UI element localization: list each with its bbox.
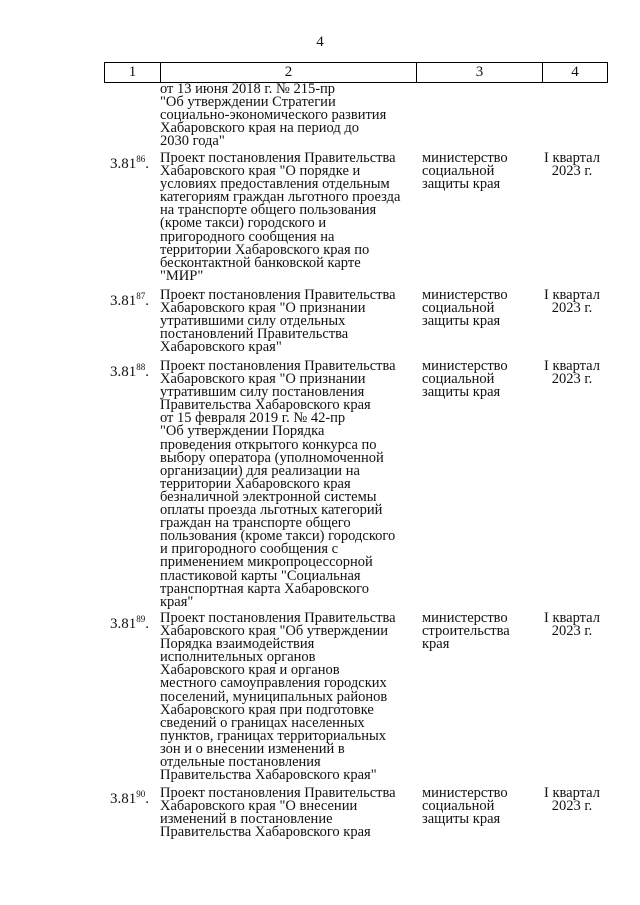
row-responsible (422, 787, 508, 826)
text-line: социальной (422, 798, 495, 815)
text-line: социальной (422, 163, 495, 180)
text-line: Хабаровского края "О внесении (160, 798, 358, 815)
text-line: применением микропроцессорной (160, 554, 373, 571)
row-description (160, 612, 396, 782)
text-line: министерство (422, 610, 508, 626)
text-line: от 15 февраля 2019 г. № 42-пр (160, 410, 346, 427)
text-line: I квартал (544, 610, 600, 626)
text-line: министерство (422, 287, 508, 303)
row-description (160, 152, 400, 283)
text-line: "Об утверждении Стратегии (160, 94, 336, 111)
text-line: сведений о границах населенных (160, 714, 365, 731)
row-description (160, 787, 396, 839)
row-term (532, 612, 612, 638)
row-responsible (422, 360, 508, 399)
text-line: защиты края (422, 313, 501, 330)
text-line: Хабаровского края "Об утверждении (160, 623, 388, 640)
text-line: пластиковой карты "Социальная (160, 567, 361, 584)
text-line: безналичной электронной системы (160, 488, 377, 505)
text-line: 2023 г. (551, 300, 593, 317)
text-line: "МИР" (160, 267, 204, 284)
text-line: Правительства Хабаровского края" (160, 767, 377, 784)
text-line: Правительства Хабаровского края (160, 397, 371, 414)
row-responsible (422, 612, 510, 651)
text-line: бесконтактной банковской карте (160, 254, 361, 271)
text-line: министерство (422, 358, 508, 374)
text-line: строительства (422, 623, 510, 640)
text-line: 2023 г. (551, 371, 593, 388)
text-line: Хабаровского края "О порядке и (160, 163, 361, 180)
header-col-4: 4 (571, 64, 579, 80)
text-line: изменений в постановление (160, 811, 333, 828)
text-line: Хабаровского края на период до (160, 120, 359, 137)
text-line: Проект постановления Правительства (160, 610, 396, 626)
header-col-3: 3 (417, 63, 543, 82)
row-term (532, 152, 612, 178)
text-line: I квартал (544, 287, 600, 303)
text-line: местного самоуправления городских (160, 675, 387, 692)
row-term (532, 289, 612, 315)
text-line: утратившим силу постановления (160, 384, 365, 401)
text-line: Проект постановления Правительства (160, 287, 396, 303)
text-line: I квартал (544, 358, 600, 374)
row-description (160, 289, 396, 354)
text-line: организации) для реализации на (160, 462, 360, 479)
text-line: защиты края (422, 811, 501, 828)
text-line: края" (160, 593, 194, 610)
continuation-text (160, 83, 386, 148)
text-line: Проект постановления Правительства (160, 358, 396, 374)
row-number: 3.81$^{88}$. (110, 362, 149, 380)
row-number: 3.81$^{90}$. (110, 789, 149, 807)
header-col-2: 2 (161, 63, 417, 82)
text-line: исполнительных органов (160, 649, 316, 666)
text-line: Хабаровского края при подготовке (160, 701, 374, 718)
text-line: выбору оператора (уполномоченной (160, 449, 384, 466)
text-line: 2023 г. (551, 798, 593, 815)
text-line: социальной (422, 300, 495, 317)
text-line: Проект постановления Правительства (160, 785, 396, 801)
text-line: Хабаровского края и органов (160, 662, 340, 679)
text-line: защиты края (422, 384, 501, 401)
text-line: I квартал (544, 150, 600, 166)
row-responsible (422, 289, 508, 328)
text-line: зон и о внесении изменений в (160, 740, 345, 757)
table-header-row (104, 62, 608, 83)
row-number: 3.81$^{86}$. (110, 154, 149, 172)
text-line: пользования (кроме такси) городского (160, 528, 396, 545)
row-term (532, 360, 612, 386)
page-number: 4 (316, 34, 324, 50)
text-line: Проект постановления Правительства (160, 150, 396, 166)
text-line: от 13 июня 2018 г. № 215-пр (160, 81, 336, 97)
text-line: поселений, муниципальных районов (160, 688, 388, 705)
text-line: постановлений Правительства (160, 326, 349, 343)
text-line: Хабаровского края" (160, 339, 282, 356)
text-line: пригородного сообщения на (160, 228, 335, 245)
text-line: 2030 года" (160, 133, 225, 150)
text-line: министерство (422, 785, 508, 801)
row-description (160, 360, 396, 609)
text-line: территории Хабаровского края по (160, 241, 370, 258)
text-line: на транспорте общего пользования (160, 202, 377, 219)
text-line: "Об утверждении Порядка (160, 423, 325, 440)
row-number: 3.81$^{87}$. (110, 291, 149, 309)
row-number: 3.81$^{89}$. (110, 614, 149, 632)
text-line: территории Хабаровского края (160, 475, 351, 492)
text-line: (кроме такси) городского и (160, 215, 327, 232)
text-line: социальной (422, 371, 495, 388)
text-line: I квартал (544, 785, 600, 801)
text-line: утратившими силу отдельных (160, 313, 346, 330)
text-line: социально-экономического развития (160, 107, 387, 124)
text-line: защиты края (422, 176, 501, 193)
text-line: пунктов, границах территориальных (160, 727, 386, 744)
row-term (532, 787, 612, 813)
text-line: и пригородного сообщения с (160, 541, 339, 558)
text-line: 2023 г. (551, 163, 593, 180)
text-line: отдельные постановления (160, 754, 321, 771)
text-line: оплаты проезда льготных категорий (160, 502, 383, 519)
header-col-1: 1 (105, 63, 161, 82)
text-line: категориям граждан льготного проезда (160, 189, 401, 206)
row-responsible (422, 152, 508, 191)
text-line: Порядка взаимодействия (160, 636, 315, 653)
text-line: транспортная карта Хабаровского (160, 580, 369, 597)
text-line: Хабаровского края "О признании (160, 300, 366, 317)
text-line: граждан на транспорте общего (160, 515, 351, 532)
text-line: проведения открытого конкурса по (160, 436, 377, 453)
text-line: 2023 г. (551, 623, 593, 640)
text-line: края (422, 636, 450, 653)
text-line: Правительства Хабаровского края (160, 824, 371, 841)
text-line: Хабаровского края "О признании (160, 371, 366, 388)
text-line: министерство (422, 150, 508, 166)
text-line: условиях предоставления отдельным (160, 176, 390, 193)
